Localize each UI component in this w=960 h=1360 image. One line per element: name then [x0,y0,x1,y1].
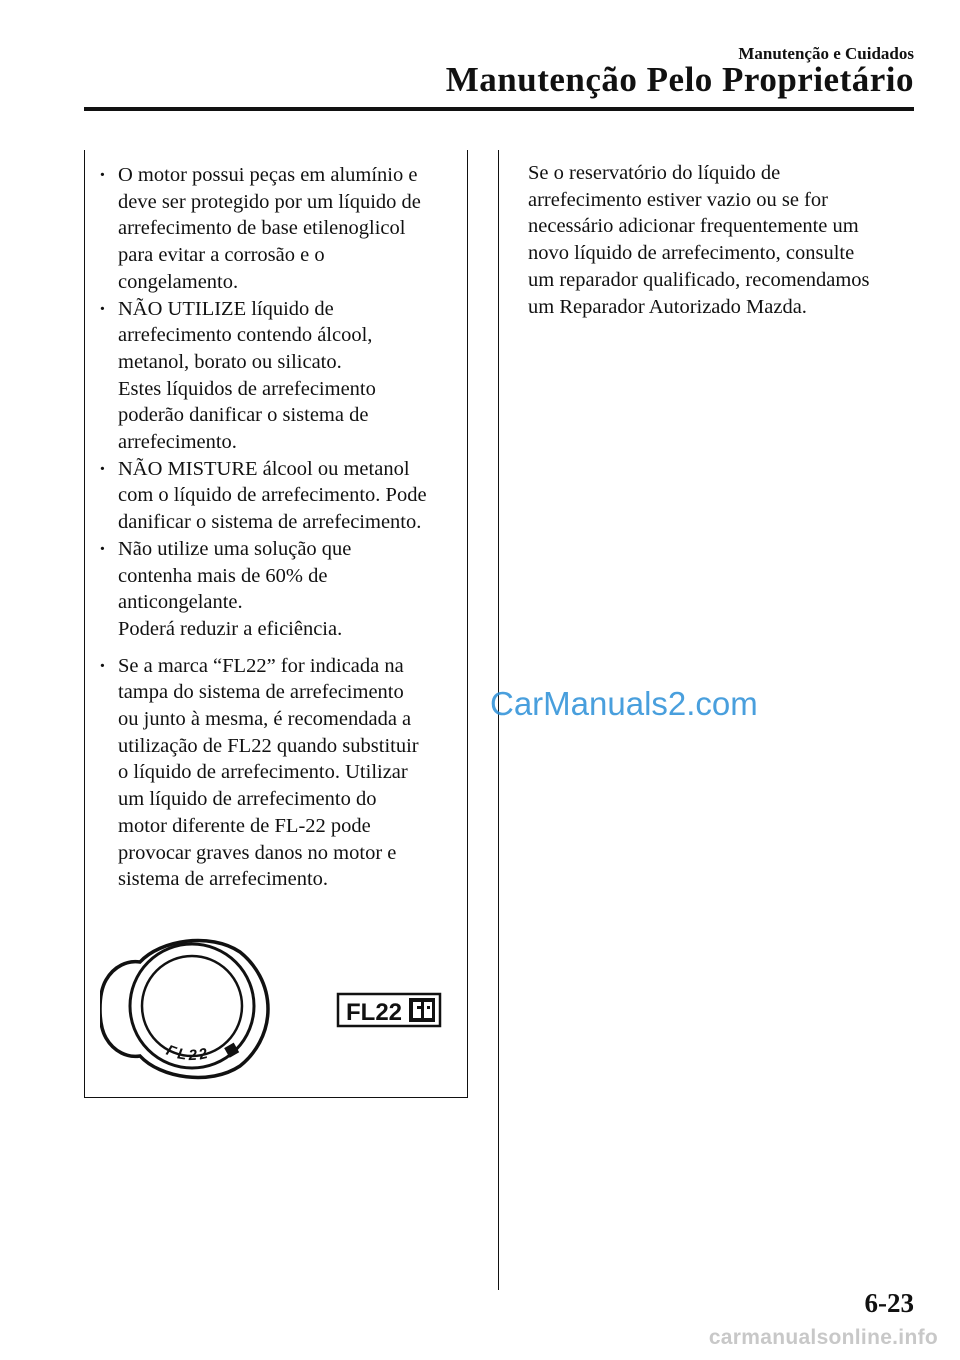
right-column-paragraph: Se o reservatório do líquido de arrefecimento estiver vazio ou se for necessário adicionar frequentemente um novo líquido de arrefecimento, consulte um reparador qualificado, recomendamos um Reparador Autorizado Mazda. [528,162,870,318]
notice-item [99,653,469,893]
notice-item-text: O motor possui peças em alumínio e deve ser protegido por um líquido de arrefecimento de base etilenoglicol para evitar a corrosão e o congelamento. [118,164,421,293]
bullet-icon: · [99,457,106,480]
radiator-cap-icon [100,941,268,1078]
notice-item-text: Se a marca “FL22” for indicada na tampa do sistema de arrefecimento ou junto à mesma, é recomendada a utilização de FL22 quando substituir o líquido de arrefecimento. Utilizar um líquido de arrefecimento do motor diferente de FL-22 pode provocar graves danos no motor e sistema de arrefecimento. [118,654,419,891]
fl22-cap-illustration [100,934,445,1084]
notice-item-text: NÃO MISTURE álcool ou metanol com o líquido de arrefecimento. Pode danificar o sistema de arrefecimento. [118,457,427,534]
notice-item [99,456,469,536]
notice-item [99,536,469,643]
notice-list [99,162,469,893]
notice-item-text: Não utilize uma solução que contenha mais de 60% de anticongelante. Poderá reduzir a eficiência. [118,537,352,640]
section-title: Manutenção e Cuidados [738,44,914,63]
bullet-icon: · [99,164,106,186]
bullet-icon: · [99,297,106,320]
page-title: Manutenção Pelo Proprietário [445,60,914,99]
watermark-carmanuals2: CarManuals2.com [490,685,758,722]
bullet-icon: · [99,654,106,677]
bullet-icon: · [99,537,106,560]
notice-item-text: NÃO UTILIZE líquido de arrefecimento contendo álcool, metanol, borato ou silicato. Estes líquidos de arrefecimento poderão danificar o sistema de arrefecimento. [118,297,376,454]
label-marking: FL22 [346,999,403,1026]
notice-item [99,162,469,296]
cap-marking: FL22 [163,1041,213,1065]
footer-watermark: carmanualsonline.info [708,1326,938,1349]
header-rule [84,107,914,111]
fl22-label-icon [338,994,440,1026]
notice-item [99,296,469,456]
page-number: 6-23 [864,1288,914,1318]
